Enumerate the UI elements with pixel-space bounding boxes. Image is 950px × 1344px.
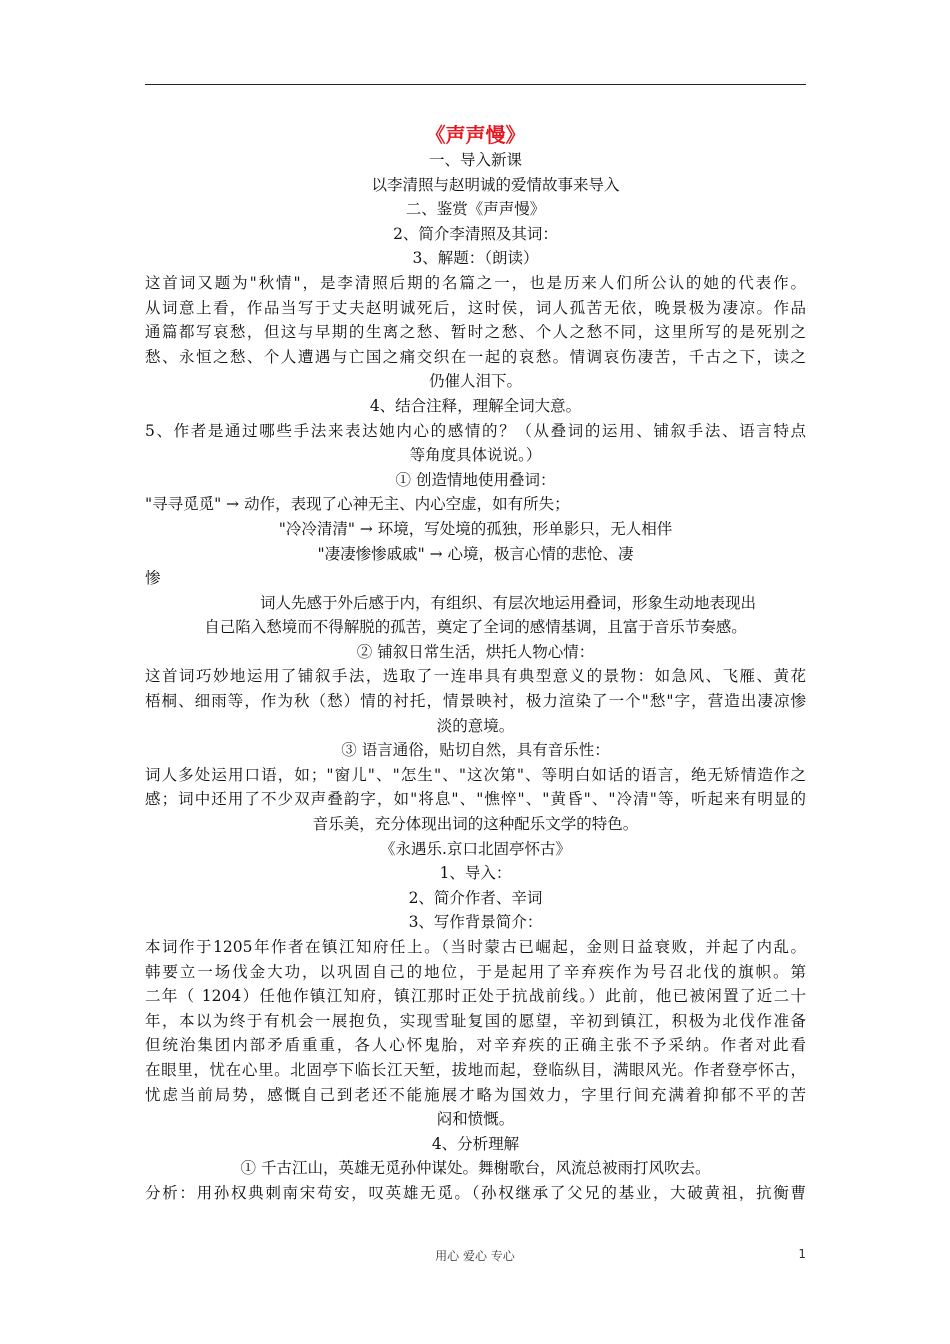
text-line: 在眼里，忧在心里。北固亭下临长江天堑，拔地而起，登临纵目，满眼风光。作者登亭怀古， <box>145 1060 806 1079</box>
text-line: 词人多处运用口语，如；"窗儿"、"怎生"、"这次第"、等明白如话的语言，绝无矫情造作之 <box>145 765 806 784</box>
text-line: 这首词又题为"秋情"，是李清照后期的名篇之一，也是历来人们所公认的她的代表作。 <box>145 273 806 292</box>
document-body <box>145 122 806 1206</box>
text-line: 通篇都写哀愁，但这与早期的生离之愁、暂时之愁、个人之愁不同，这里所写的是死别之 <box>145 323 806 342</box>
text-line: 5、作者是通过哪些手法来表达她内心的感情的？（从叠词的运用、铺叙手法、语言特点 <box>145 421 806 440</box>
text-line: 年，本以为终于有机会一展抱负，实现雪耻复国的愿望，辛初到镇江，积极为北伐作准备 <box>145 1011 806 1030</box>
text-line: 淡的意境。 <box>436 716 515 735</box>
page-footer <box>0 1247 950 1267</box>
text-line: 1、导入： <box>439 864 512 883</box>
text-line: 韩要立一场伐金大功，以巩固自己的地位，于是起用了辛弃疾作为号召北伐的旗帜。第 <box>145 962 806 981</box>
text-line: 词人先感于外后感于内，有组织、有层次地运用叠词，形象生动地表现出 <box>260 593 757 612</box>
text-line: 这首词巧妙地运用了铺叙手法，选取了一连串具有典型意义的景物：如急风、飞雁、黄花 <box>145 667 806 686</box>
text-line: 3、写作背景简介： <box>408 913 543 932</box>
text-line: 音乐美，充分体现出词的这种配乐文学的特色。 <box>312 815 639 834</box>
text-line: 梧桐、细雨等，作为秋（愁）情的衬托，情景映衬，极力渲染了一个"愁"字，营造出凄凉惨 <box>145 692 806 711</box>
text-line: 2、简介李清照及其词： <box>393 224 558 243</box>
text-line: ① 创造情地使用叠词： <box>395 470 556 489</box>
text-line: 3、解题：（朗读） <box>412 249 539 268</box>
text-line: 《永遇乐.京口北固亭怀古》 <box>380 839 571 858</box>
text-line: 4、结合注释，理解全词大意。 <box>369 396 582 415</box>
text-line: 愁、永恒之愁、个人遭遇与亡国之痛交织在一起的哀愁。情调哀伤凄苦，千古之下，读之 <box>145 347 806 366</box>
text-line: ③ 语言通俗，贴切自然，具有音乐性： <box>341 741 610 760</box>
text-line: "冷冷清清" → 环境，写处境的孤独，形单影只，无人相伴 <box>278 519 673 538</box>
document-title: 《声声慢》 <box>425 123 526 147</box>
text-line: 感；词中还用了不少双声叠韵字，如"将息"、"憔悴"、"黄昏"、"冷清"等，听起来有明显的 <box>145 790 806 809</box>
text-line: "寻寻觅觅" → 动作，表现了心神无主、内心空虚，如有所失； <box>145 495 570 514</box>
text-line: 本词作于1205年作者在镇江知府任上。（当时蒙古已崛起，金则日益衰败，并起了内乱。 <box>145 938 806 956</box>
text-line: 二、鉴赏《声声慢》 <box>405 200 546 219</box>
document-lines <box>145 148 806 1206</box>
text-line: 以李清照与赵明诚的爱情故事来导入 <box>371 175 620 194</box>
text-line: 自己陷入愁境而不得解脱的孤苦，奠定了全词的感情基调，且富于音乐节奏感。 <box>204 618 747 637</box>
text-line: ① 千古江山，英雄无觅孙仲谋处。舞榭歌台，风流总被雨打风吹去。 <box>240 1159 711 1178</box>
text-line: 二年（ 1204）任他作镇江知府，镇江那时正处于抗战前线。）此前，他已被闲置了近二十 <box>145 987 806 1006</box>
text-line: 4、分析理解 <box>431 1134 520 1153</box>
text-line: 闷和愤慨。 <box>436 1110 515 1129</box>
text-line: "凄凄惨惨戚戚" → 心境，极言心情的悲怆、凄 <box>317 544 634 563</box>
text-line: 等角度具体说说。） <box>409 446 542 465</box>
text-line: 一、导入新课 <box>428 151 522 169</box>
text-line: 从词意上看，作品当写于丈夫赵明诚死后，这时侯，词人孤苦无依，晚景极为凄凉。作品 <box>145 298 806 317</box>
text-line: 忧虑当前局势，感慨自己到老还不能施展才略为国效力，字里行间充满着抑郁不平的苦 <box>145 1085 806 1104</box>
page-number: 1 <box>798 1247 806 1261</box>
text-line: 2、简介作者、辛词 <box>408 888 543 907</box>
text-line: 分析：用孙权典刺南宋苟安，叹英雄无觅。（孙权继承了父兄的基业，大破黄祖，抗衡曹 <box>145 1183 806 1202</box>
header-rule <box>145 84 806 85</box>
text-line: 仍催人泪下。 <box>428 372 522 391</box>
footer-slogan: 用心 爱心 专心 <box>435 1249 515 1263</box>
text-line: 但统治集团内部矛盾重重，各人心怀鬼胎，对辛弃疾的正确主张不予采纳。作者对此看 <box>145 1036 806 1055</box>
text-line: 惨 <box>145 569 161 588</box>
text-line: ② 铺叙日常生活，烘托人物心情： <box>356 642 595 661</box>
